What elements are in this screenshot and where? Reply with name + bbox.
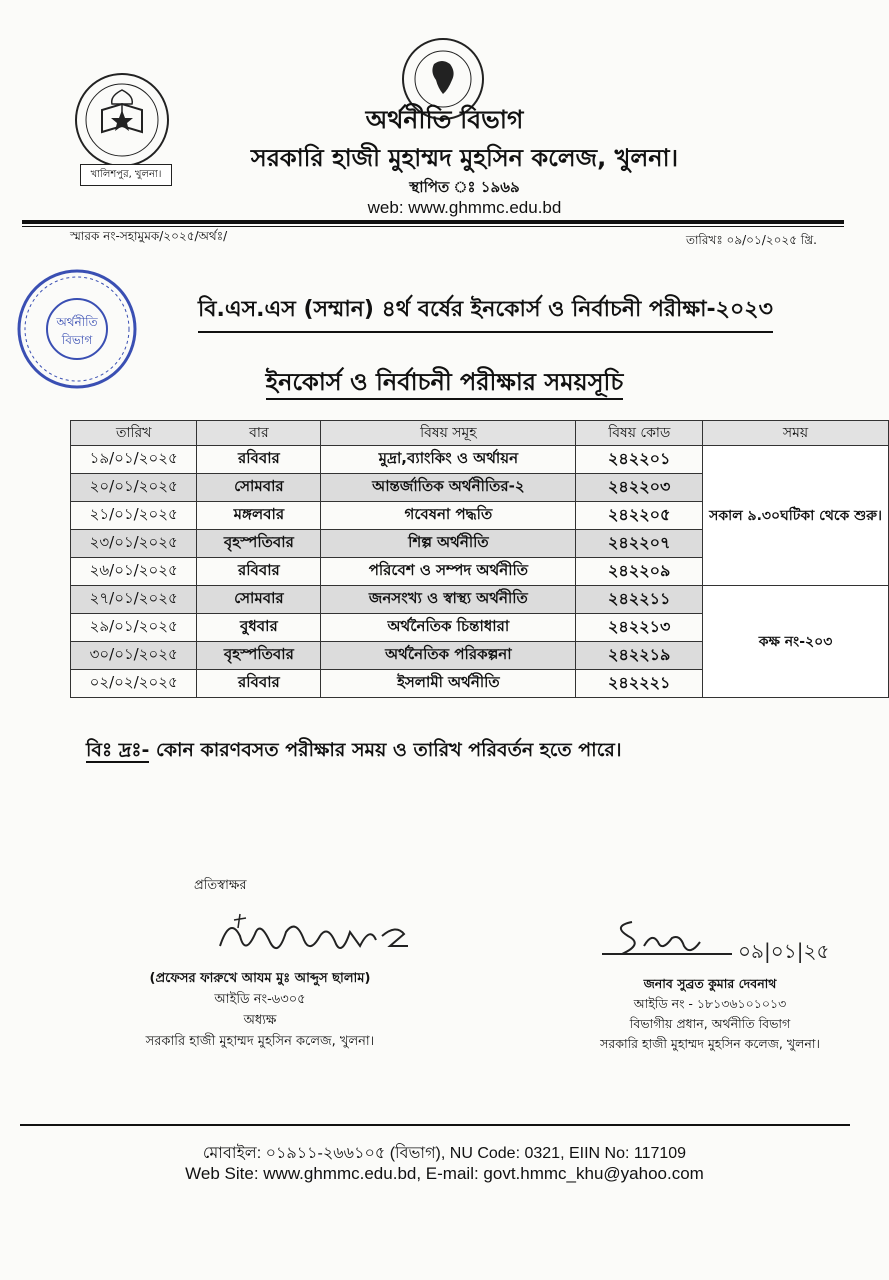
cell-subject: আন্তর্জাতিক অর্থনীতির-২: [321, 474, 576, 502]
cell-code: ২৪২২০৩: [576, 474, 703, 502]
cell-date: ২৬/০১/২০২৫: [71, 558, 197, 586]
cell-subject: পরিবেশ ও সম্পদ অর্থনীতি: [321, 558, 576, 586]
countersign-label: প্রতিস্বাক্ষর: [194, 878, 247, 893]
cell-subject: গবেষনা পদ্ধতি: [321, 502, 576, 530]
cell-day: মঙ্গলবার: [197, 502, 321, 530]
table-row: [71, 586, 889, 614]
principal-id: আইডি নং-৬৩০৫: [214, 992, 306, 1007]
cell-code: ২৪২২১১: [576, 586, 703, 614]
cell-subject: অর্থনৈতিক চিন্তাধারা: [321, 614, 576, 642]
footer-web-email[interactable]: Web Site: www.ghmmc.edu.bd, E-mail: govt.hmmc_khu@yahoo.com: [185, 1164, 704, 1183]
head-title: বিভাগীয় প্রধান, অর্থনীতি বিভাগ: [629, 1016, 791, 1031]
head-block: [570, 974, 850, 1054]
footer-rule: [20, 1124, 850, 1126]
cell-date: ২১/০১/২০২৫: [71, 502, 197, 530]
table-row: [71, 446, 889, 474]
cell-subject: জনসংখ্য ও স্বাস্থ্য অর্থনীতি: [321, 586, 576, 614]
logo-caption: খালিশপুর, খুলনা।: [80, 164, 172, 186]
cell-day: রবিবার: [197, 558, 321, 586]
memo-date: তারিখঃ ০৯/০১/২০২৫ খ্রি.: [685, 233, 817, 247]
cell-code: ২৪২২১৩: [576, 614, 703, 642]
notice: [86, 736, 622, 768]
cell-room: কক্ষ নং-২০৩: [703, 586, 889, 698]
cell-date: ২৭/০১/২০২৫: [71, 586, 197, 614]
website-link[interactable]: web: www.ghmmc.edu.bd: [367, 198, 562, 217]
memo-number: স্মারক নং-সহামুমক/২০২৫/অর্থঃ/: [70, 229, 228, 243]
schedule-title-wrap: [0, 364, 889, 404]
principal-title: অধ্যক্ষ: [243, 1013, 277, 1028]
cell-date: ১৯/০১/২০২৫: [71, 446, 197, 474]
cell-day: রবিবার: [197, 670, 321, 698]
header-date: তারিখ: [71, 421, 197, 446]
cell-code: ২৪২২২১: [576, 670, 703, 698]
principal-college: সরকারি হাজী মুহাম্মদ মুহসিন কলেজ, খুলনা।: [145, 1034, 375, 1049]
header-rule-thin: [22, 226, 844, 227]
header-day: বার: [197, 421, 321, 446]
established-year: স্থাপিত ঃ ১৯৬৯: [409, 178, 520, 196]
cell-day: সোমবার: [197, 586, 321, 614]
table-header-row: [71, 421, 889, 446]
header-time: সময়: [703, 421, 889, 446]
cell-code: ২৪২২০১: [576, 446, 703, 474]
cell-day: সোমবার: [197, 474, 321, 502]
cell-code: ২৪২২০৫: [576, 502, 703, 530]
cell-subject: মুদ্রা,ব্যাংকিং ও অর্থায়ন: [321, 446, 576, 474]
college-title: সরকারি হাজী মুহাম্মদ মুহসিন কলেজ, খুলনা।: [250, 144, 679, 172]
exam-title: বি.এস.এস (সম্মান) ৪র্থ বর্ষের ইনকোর্স ও নির্বাচনী পরীক্ষা-২০২৩: [198, 292, 773, 333]
cell-day: বুধবার: [197, 614, 321, 642]
header-code: বিষয় কোড: [576, 421, 703, 446]
cell-date: ২৩/০১/২০২৫: [71, 530, 197, 558]
head-sign-date: ০৯|০১|২৫: [738, 939, 830, 963]
department-title: অর্থনীতি বিভাগ: [365, 105, 524, 134]
cell-subject: অর্থনৈতিক পরিকল্পনা: [321, 642, 576, 670]
cell-day: রবিবার: [197, 446, 321, 474]
head-id: আইডি নং - ১৮১৩৬১০১০১৩: [633, 996, 787, 1011]
principal-signature-icon: [200, 906, 420, 976]
notice-text: কোন কারণবসত পরীক্ষার সময় ও তারিখ পরিবর্তন হতে পারে।: [149, 739, 622, 761]
cell-day: বৃহস্পতিবার: [197, 642, 321, 670]
schedule-table: [70, 420, 889, 698]
cell-subject: ইসলামী অর্থনীতি: [321, 670, 576, 698]
stamp-line-2: বিভাগ: [61, 333, 93, 347]
principal-block: [80, 968, 440, 1052]
head-signature-icon: [592, 912, 832, 982]
cell-day: বৃহস্পতিবার: [197, 530, 321, 558]
cell-date: ৩০/০১/২০২৫: [71, 642, 197, 670]
cell-date: ২০/০১/২০২৫: [71, 474, 197, 502]
cell-subject: শিল্প অর্থনীতি: [321, 530, 576, 558]
principal-name: (প্রফেসর ফারুখে আযম মুঃ আব্দুস ছালাম): [149, 971, 371, 986]
head-name: জনাব সুব্রত কুমার দেবনাথ: [643, 976, 777, 991]
schedule-title: ইনকোর্স ও নির্বাচনী পরীক্ষার সময়সূচি: [266, 368, 624, 400]
footer-contact: মোবাইল: ০১৯১১-২৬৬১০৫ (বিভাগ), NU Code: 0321, EIIN No: 117109: [202, 1145, 687, 1162]
cell-code: ২৪২২০৭: [576, 530, 703, 558]
cell-time: সকাল ৯.৩০ঘটিকা থেকে শুরু।: [703, 446, 889, 586]
cell-date: ২৯/০১/২০২৫: [71, 614, 197, 642]
cell-date: ০২/০২/২০২৫: [71, 670, 197, 698]
cell-code: ২৪২২০৯: [576, 558, 703, 586]
cell-code: ২৪২২১৯: [576, 642, 703, 670]
header-subject: বিষয় সমূহ: [321, 421, 576, 446]
notice-label: বিঃ দ্রঃ-: [86, 739, 150, 761]
stamp-line-1: অর্থনীতি: [56, 315, 98, 329]
head-college: সরকারি হাজী মুহাম্মদ মুহসিন কলেজ, খুলনা।: [600, 1036, 820, 1051]
header-rule: [22, 220, 844, 224]
